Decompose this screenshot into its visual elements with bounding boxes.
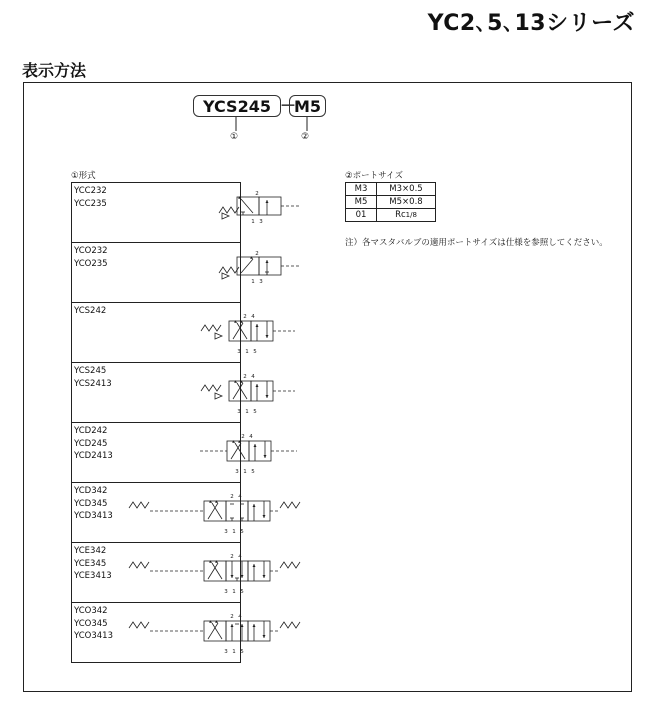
note-text: 注）各マスタバルブの適用ポートサイズは仕様を参照してください。: [345, 238, 608, 248]
pilot-operator-icon: [222, 273, 229, 279]
port-number-label: 5: [253, 409, 257, 415]
model-number: YCD245: [74, 438, 108, 449]
model-table: [71, 182, 263, 663]
port-code-cell: M3: [346, 183, 377, 196]
model-number: YCD242: [74, 426, 108, 436]
port-size-prefix: Rc: [395, 210, 406, 220]
model-number: YCS242: [74, 306, 107, 316]
port-size-fraction: 1/8: [405, 211, 417, 219]
symbol-line: [212, 623, 222, 639]
port-number-label: 4: [251, 374, 255, 380]
valve-symbol-diagram: [72, 363, 257, 423]
model-number: YCO3413: [74, 631, 113, 641]
port-number-label: 2: [230, 554, 234, 560]
port-number-label: 1: [251, 219, 255, 225]
port-number-label: 2: [255, 251, 259, 257]
symbol-line: [208, 563, 218, 579]
model-caption: ①形式: [71, 171, 96, 181]
valve-position-box: [204, 501, 226, 521]
port-size-cell: [377, 209, 436, 222]
model-row: [72, 603, 241, 663]
symbol-line: [233, 383, 243, 399]
symbol-line: [208, 623, 218, 639]
model-number: YCO235: [74, 258, 108, 269]
model-cell: [72, 363, 257, 423]
port-number-label: 2: [241, 434, 245, 440]
port-number-label: 3: [224, 589, 228, 595]
port-number-label: 2: [243, 374, 247, 380]
port-number-label: 5: [251, 469, 255, 475]
model-number: YCO345: [74, 618, 108, 629]
model-row: [72, 423, 241, 483]
model-cell: [72, 423, 255, 483]
model-cell: [72, 603, 244, 663]
port-number-label: 1: [232, 589, 236, 595]
symbol-line: [231, 443, 241, 459]
spring-icon: [219, 207, 239, 213]
spring-icon: [129, 502, 149, 508]
port-number-label: 1: [243, 469, 247, 475]
port-number-label: 2: [230, 494, 234, 500]
port-number-label: 4: [238, 494, 242, 500]
symbol-line: [212, 503, 222, 519]
port-code-cell: 01: [346, 209, 377, 222]
valve-symbol-diagram: [72, 243, 263, 303]
spring-icon: [129, 562, 149, 568]
valve-symbol-diagram: [72, 183, 263, 243]
model-cell: [72, 543, 244, 603]
port-number-label: 3: [235, 469, 239, 475]
port-number-label: 5: [253, 349, 257, 355]
port-number-label: 1: [245, 349, 249, 355]
flow-arrow: [231, 575, 234, 578]
section-heading: 表示方法: [22, 61, 87, 80]
model-number: YCO342: [74, 606, 108, 616]
model-row: [72, 183, 241, 243]
model-number: YCD3413: [74, 511, 113, 521]
spring-icon: [201, 385, 221, 391]
port-row: [346, 196, 436, 209]
port-number-label: 3: [237, 349, 241, 355]
series-title: YC2､5､13シリーズ: [427, 11, 635, 36]
model-cell: [72, 303, 257, 363]
valve-symbol-diagram: [72, 543, 242, 603]
model-cell: [72, 183, 263, 243]
valve-position-box: [204, 561, 226, 581]
valve-position-box: [204, 621, 226, 641]
port-number-label: 5: [240, 589, 244, 595]
model-number: YCD345: [74, 498, 108, 509]
port-number-label: 4: [238, 554, 242, 560]
port-number-label: 5: [240, 529, 244, 535]
port-row: [346, 183, 436, 196]
port-number-label: 1: [245, 409, 249, 415]
code-index-2: ②: [301, 132, 310, 142]
port-number-label: 2: [243, 314, 247, 320]
port-number-label: 5: [240, 649, 244, 655]
symbol-line: [208, 503, 218, 519]
spring-icon: [219, 267, 239, 273]
port-number-label: 3: [259, 219, 263, 225]
symbol-line: [233, 323, 243, 339]
port-number-label: 4: [238, 614, 242, 620]
port-number-label: 4: [251, 314, 255, 320]
port-size-table: [345, 182, 436, 222]
model-cell: [72, 243, 263, 303]
pilot-operator-icon: [215, 393, 222, 399]
code-index-1: ①: [230, 132, 239, 142]
spring-icon: [129, 622, 149, 628]
pilot-operator-icon: [222, 213, 229, 219]
port-number-label: 3: [224, 529, 228, 535]
symbol-line: [212, 563, 222, 579]
valve-symbol-diagram: [72, 483, 242, 543]
port-number-label: 3: [259, 279, 263, 285]
model-row: [72, 363, 241, 423]
port-number-label: 2: [230, 614, 234, 620]
model-code-box: YCS245: [193, 95, 281, 117]
model-number: YCC232: [74, 186, 107, 196]
model-cell: [72, 483, 244, 543]
valve-symbol-diagram: [72, 303, 257, 363]
port-number-label: 1: [232, 529, 236, 535]
model-number: YCS2413: [74, 378, 112, 389]
port-number-label: 3: [224, 649, 228, 655]
port-code-cell: M5: [346, 196, 377, 209]
port-size-cell: M5×0.8: [377, 196, 436, 209]
model-row: [72, 303, 241, 363]
port-number-label: 2: [255, 191, 259, 197]
valve-symbol-diagram: [72, 423, 255, 483]
model-number: YCE3413: [74, 571, 112, 581]
model-number: YCE342: [74, 546, 107, 556]
port-number-label: 1: [232, 649, 236, 655]
port-number-label: 1: [251, 279, 255, 285]
model-number: YCD342: [74, 486, 108, 496]
model-row: [72, 543, 241, 603]
port-row: [346, 209, 436, 222]
model-number: YCE345: [74, 558, 107, 569]
flow-arrow: [231, 624, 234, 627]
port-number-label: 4: [249, 434, 253, 440]
code-separator: －: [280, 96, 297, 115]
port-size-cell: M3×0.5: [377, 183, 436, 196]
model-number: YCO232: [74, 246, 108, 256]
model-number: YCC235: [74, 198, 107, 209]
model-row: [72, 243, 241, 303]
valve-symbol-diagram: [72, 603, 242, 663]
model-row: [72, 483, 241, 543]
pilot-operator-icon: [215, 333, 222, 339]
port-code-box: M5: [289, 95, 326, 117]
model-number: YCD2413: [74, 451, 113, 461]
port-caption: ②ポートサイズ: [345, 171, 403, 181]
port-number-label: 3: [237, 409, 241, 415]
spring-icon: [201, 325, 221, 331]
model-number: YCS245: [74, 366, 107, 376]
